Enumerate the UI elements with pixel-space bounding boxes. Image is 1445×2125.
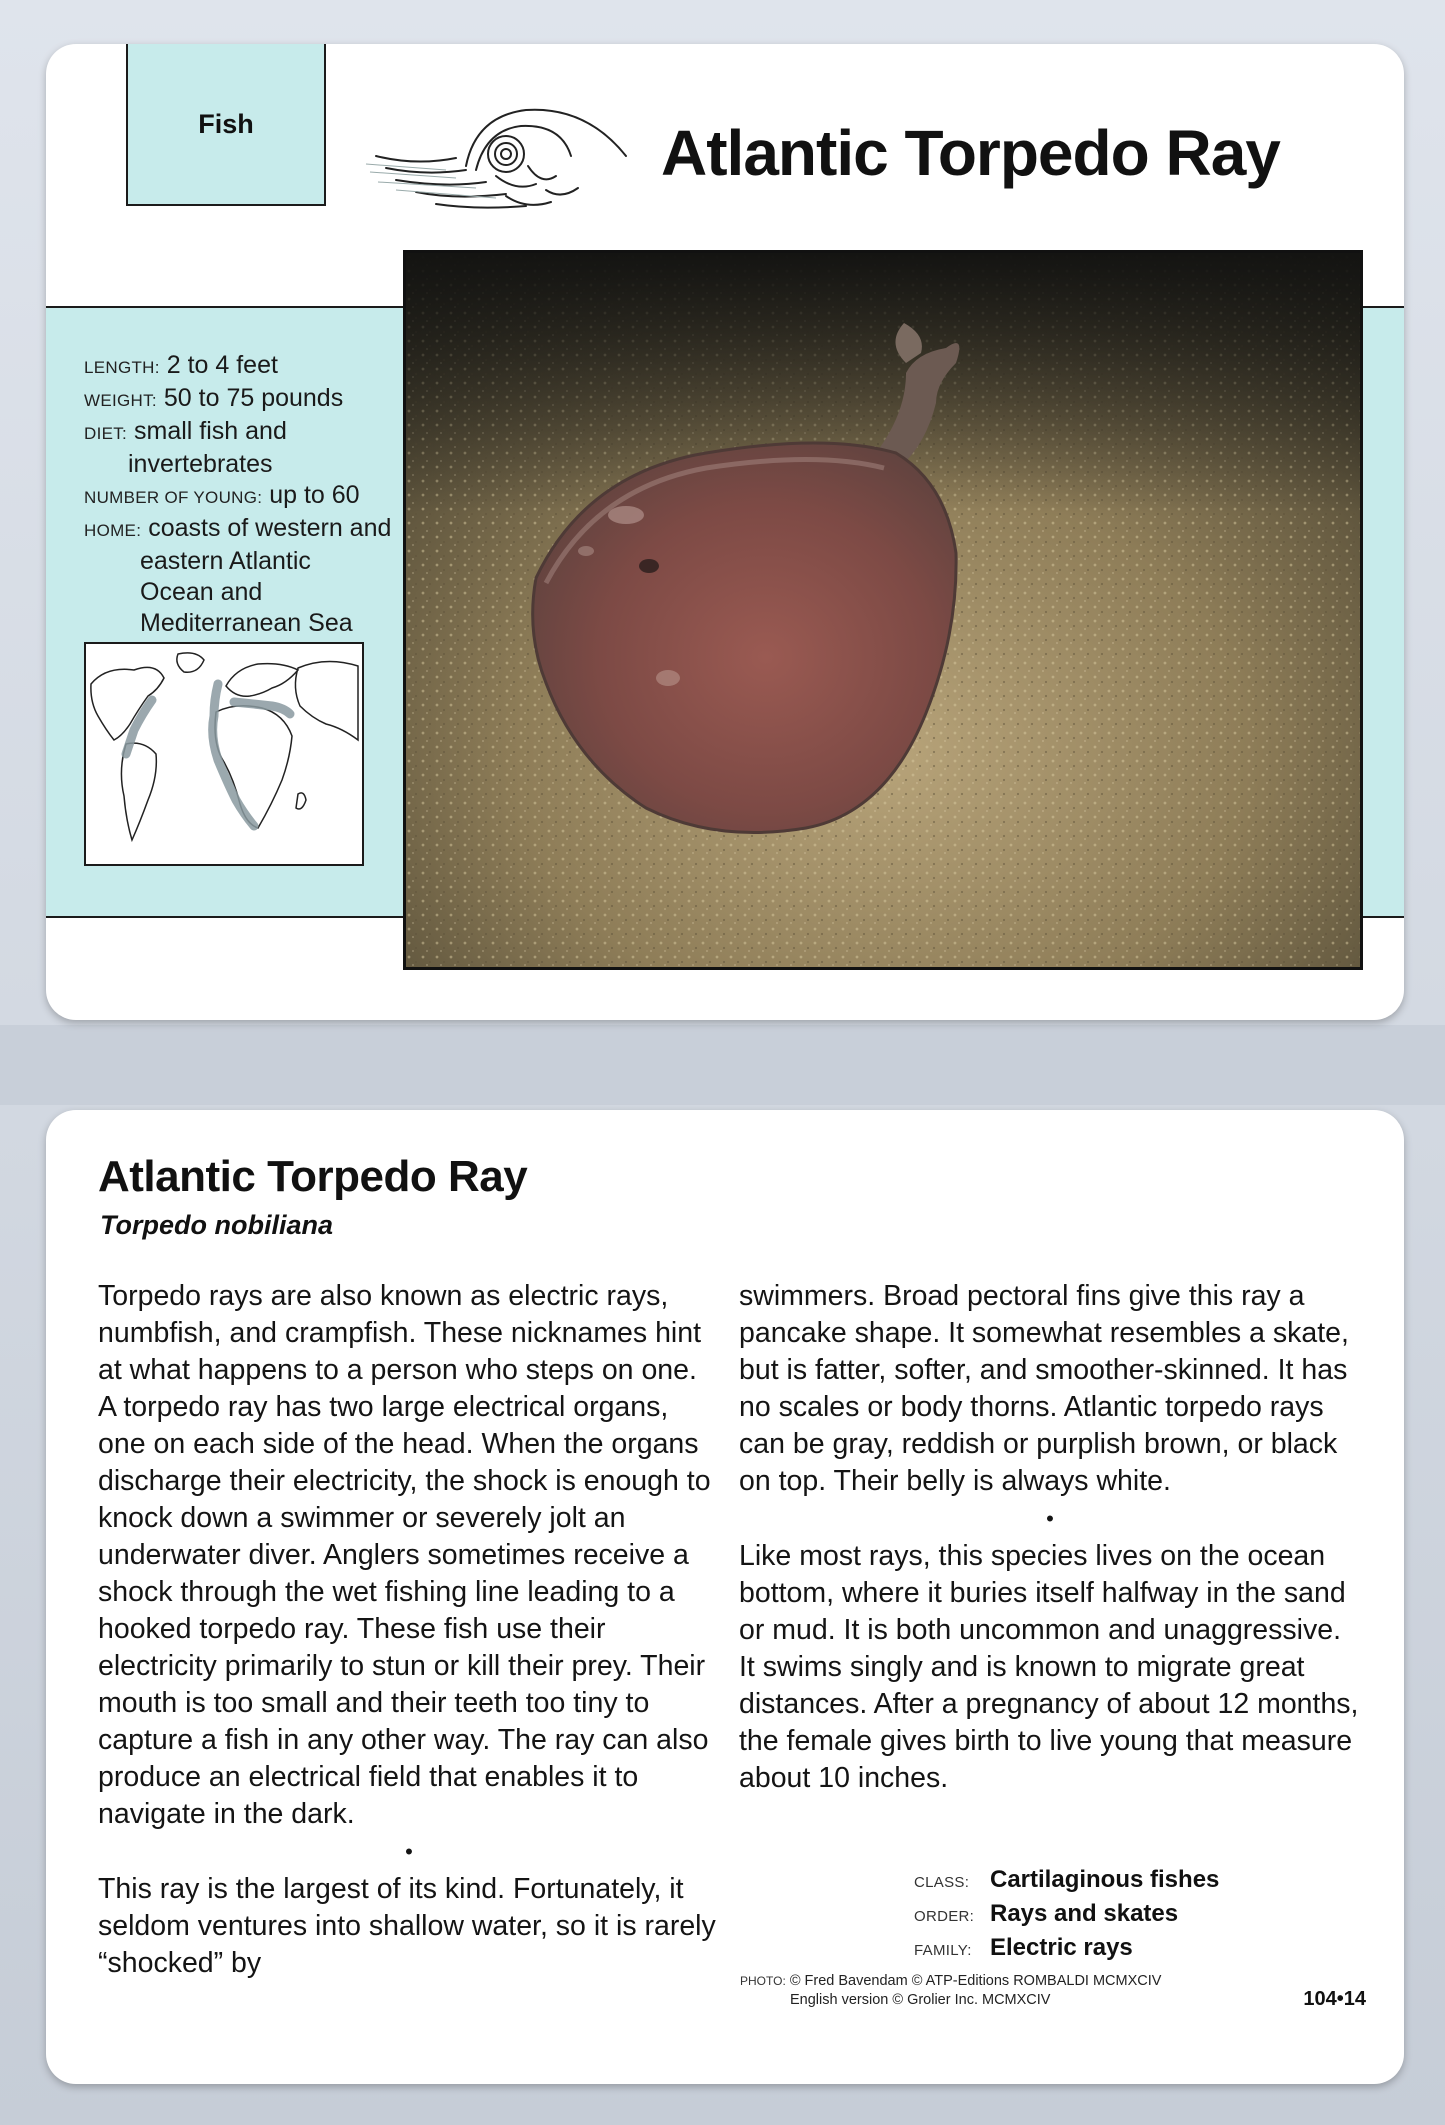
paragraph: Like most rays, this species lives on the ocean bottom, where it buries itself halfway in the sand or mud. It is both uncommon and unaggressive. It swims singly and is known to migrate great distances. After a pregnancy of about 12 months, the female gives birth to live young that measure about 10 inches. (739, 1540, 1359, 1794)
card-title: Atlantic Torpedo Ray (661, 117, 1280, 189)
bullet-separator: • (405, 1839, 413, 1864)
fact-list (84, 350, 414, 639)
text-column-right (739, 1278, 1361, 1797)
fact-length: LENGTH: 2 to 4 feet (84, 351, 278, 379)
range-map (84, 642, 364, 866)
world-map-icon (86, 644, 362, 864)
text-column-left (98, 1278, 720, 1982)
wave-icon (356, 96, 676, 226)
fact-weight: WEIGHT: 50 to 75 pounds (84, 384, 344, 412)
back-card (46, 1110, 1404, 2084)
fact-number-of-young: NUMBER OF YOUNG: up to 60 (84, 481, 360, 509)
taxonomy-class: CLASS: Cartilaginous fishes (914, 1866, 1220, 1893)
scientific-name: Torpedo nobiliana (100, 1210, 333, 1240)
bullet-separator: • (1046, 1506, 1054, 1531)
fact-home: HOME: coasts of western and eastern Atlantic Ocean and Mediterranean Sea (84, 514, 392, 637)
credit-line-1: PHOTO: © Fred Bavendam © ATP-Editions ROMBALDI MCMXCIV (740, 1973, 1162, 1989)
credit-line-2: English version © Grolier Inc. MCMXCIV (790, 1992, 1051, 2008)
card-number: 104•14 (1303, 1988, 1366, 2010)
paragraph: swimmers. Broad pectoral fins give this ray a pancake shape. It somewhat resembles a skate, but is fatter, softer, and smoother-skinned. It has no scales or body thorns. Atlantic torpedo rays can be gray, reddish or purplish brown, or black on top. Their belly is always white. (739, 1280, 1349, 1497)
fact-diet: DIET: small fish and invertebrates (84, 417, 287, 478)
paragraph: Torpedo rays are also known as electric rays, numbfish, and crampfish. These nicknames hint at what happens to a person who steps on one. A torpedo ray has two large electrical organs, one on each side of the head. When the organs discharge their electricity, the shock is enough to knock down a swimmer or severely jolt an underwater diver. Anglers sometimes receive a shock through the wet fishing line leading to a hooked torpedo ray. These fish use their electricity primarily to stun or kill their prey. Their mouth is too small and their teeth too tiny to capture a fish in any other way. The ray can also produce an electrical field that enables it to navigate in the dark. (98, 1280, 711, 1830)
taxonomy-family: FAMILY: Electric rays (914, 1934, 1133, 1961)
ray-photo (403, 250, 1363, 970)
paragraph: This ray is the largest of its kind. Fortunately, it seldom ventures into shallow water, so it is rarely “shocked” by (98, 1873, 716, 1979)
front-card (46, 44, 1404, 1020)
back-title: Atlantic Torpedo Ray (98, 1152, 528, 1201)
category-label: Fish (126, 44, 326, 206)
taxonomy-order: ORDER: Rays and skates (914, 1900, 1179, 1927)
taxonomy-block (914, 1864, 1334, 1966)
photo-credits (740, 1972, 1260, 2010)
background-strip (0, 1025, 1445, 1105)
torpedo-ray-image (406, 253, 1360, 967)
